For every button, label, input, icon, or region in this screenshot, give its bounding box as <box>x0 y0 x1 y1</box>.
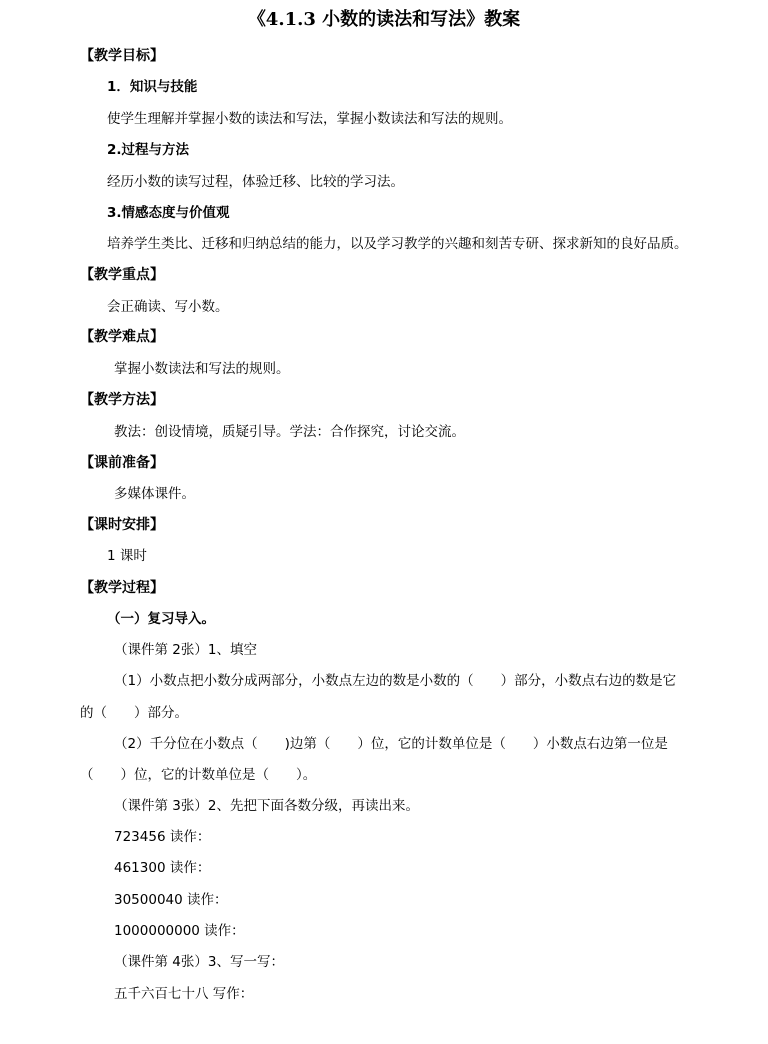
process-question-1-line-2: 的（ ）部分。 <box>80 705 188 721</box>
key-points-heading: 【教学重点】 <box>80 267 164 283</box>
process-section-review: （一）复习导入。 <box>107 611 215 627</box>
objectives-text-knowledge: 使学生理解并掌握小数的读法和写法，掌握小数读法和写法的规则。 <box>107 111 512 127</box>
preparation-text: 多媒体课件。 <box>114 486 195 502</box>
objectives-sub-process: 2.过程与方法 <box>107 142 190 158</box>
process-slide-3: （课件第 3张）2、先把下面各数分级，再读出来。 <box>114 798 419 814</box>
objectives-heading: 【教学目标】 <box>80 48 164 64</box>
difficulties-heading: 【教学难点】 <box>80 329 164 345</box>
process-question-1-line-1: （1）小数点把小数分成两部分，小数点左边的数是小数的（ ）部分，小数点右边的数是它 <box>114 673 677 689</box>
process-slide-2: （课件第 2张）1、填空 <box>114 642 257 658</box>
objectives-sub-knowledge: 1．知识与技能 <box>107 79 198 95</box>
process-number-4: 1000000000 读作： <box>114 923 245 939</box>
process-question-2-line-1: （2）千分位在小数点（ )边第（ ）位，它的计数单位是（ ）小数点右边第一位是 <box>114 736 668 752</box>
document-title: 《4.1.3 小数的读法和写法》教案 <box>247 9 521 30</box>
process-heading: 【教学过程】 <box>80 580 164 596</box>
process-number-1: 723456 读作： <box>114 829 211 845</box>
process-number-2: 461300 读作： <box>114 860 211 876</box>
process-question-2-line-2: （ ）位，它的计数单位是（ ）。 <box>80 767 317 783</box>
objectives-sub-attitude: 3.情感态度与价值观 <box>107 205 230 221</box>
key-points-text: 会正确读、写小数。 <box>107 299 229 315</box>
schedule-heading: 【课时安排】 <box>80 517 164 533</box>
preparation-heading: 【课前准备】 <box>80 455 164 471</box>
objectives-text-process: 经历小数的读写过程，体验迁移、比较的学习法。 <box>107 174 404 190</box>
process-slide-4: （课件第 4张）3、写一写： <box>114 954 284 970</box>
objectives-text-attitude: 培养学生类比、迁移和归纳总结的能力，以及学习教学的兴趣和刻苦专研、探求新知的良好品质。 <box>107 236 688 252</box>
process-write-1: 五千六百七十八 写作： <box>114 986 254 1002</box>
methods-text: 教法：创设情境，质疑引导。学法：合作探究，讨论交流。 <box>114 424 465 440</box>
schedule-text: 1 课时 <box>107 548 147 564</box>
difficulties-text: 掌握小数读法和写法的规则。 <box>114 361 290 377</box>
methods-heading: 【教学方法】 <box>80 392 164 408</box>
process-number-3: 30500040 读作： <box>114 892 228 908</box>
